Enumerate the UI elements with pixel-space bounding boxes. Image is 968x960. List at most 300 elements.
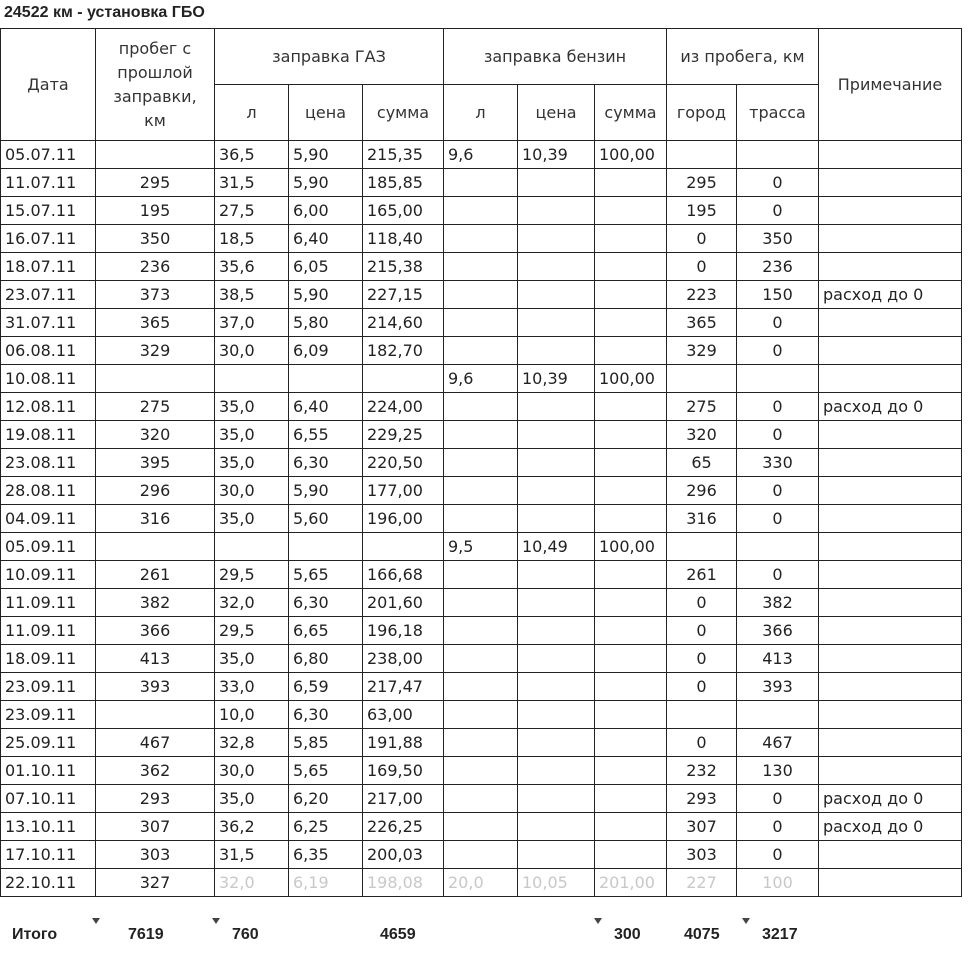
cell-gas-price: 6,80 <box>289 645 363 673</box>
cell-gas-sum: 200,03 <box>363 841 444 869</box>
cell-date: 10.08.11 <box>1 365 96 393</box>
cell-petrol-price <box>518 337 595 365</box>
table-row <box>1 645 962 673</box>
cell-highway: 0 <box>737 421 819 449</box>
cell-city: 0 <box>667 225 737 253</box>
cell-petrol-sum <box>595 757 667 785</box>
cell-gas-price: 6,59 <box>289 673 363 701</box>
cell-gas-sum: 215,38 <box>363 253 444 281</box>
cell-highway: 0 <box>737 309 819 337</box>
cell-petrol-price <box>518 309 595 337</box>
cell-highway: 0 <box>737 841 819 869</box>
cell-city <box>667 365 737 393</box>
table-row <box>1 505 962 533</box>
table-row <box>1 197 962 225</box>
cell-highway: 130 <box>737 757 819 785</box>
cell-gas-sum: 118,40 <box>363 225 444 253</box>
cell-petrol-sum <box>595 225 667 253</box>
cell-mileage: 467 <box>96 729 215 757</box>
cell-gas-price: 5,65 <box>289 561 363 589</box>
cell-marker-icon <box>594 918 602 924</box>
cell-petrol-price <box>518 701 595 729</box>
cell-city: 227 <box>667 869 737 897</box>
cell-gas-liters: 29,5 <box>215 617 289 645</box>
cell-gas-price <box>289 365 363 393</box>
totals-highway: 3217 <box>762 926 798 943</box>
cell-note: расход до 0 <box>819 813 962 841</box>
cell-petrol-sum <box>595 645 667 673</box>
cell-gas-price: 6,19 <box>289 869 363 897</box>
cell-gas-price: 6,35 <box>289 841 363 869</box>
cell-petrol-price <box>518 393 595 421</box>
cell-gas-sum: 196,18 <box>363 617 444 645</box>
cell-petrol-price <box>518 477 595 505</box>
cell-note <box>819 169 962 197</box>
cell-mileage: 413 <box>96 645 215 673</box>
cell-petrol-sum <box>595 253 667 281</box>
cell-date: 10.09.11 <box>1 561 96 589</box>
cell-petrol-sum <box>595 673 667 701</box>
cell-petrol-price: 10,39 <box>518 365 595 393</box>
cell-gas-sum <box>363 533 444 561</box>
cell-note <box>819 225 962 253</box>
cell-city: 0 <box>667 645 737 673</box>
cell-city: 296 <box>667 477 737 505</box>
cell-petrol-sum <box>595 785 667 813</box>
table-row <box>1 169 962 197</box>
cell-petrol-liters <box>444 337 518 365</box>
cell-city: 195 <box>667 197 737 225</box>
cell-date: 16.07.11 <box>1 225 96 253</box>
cell-gas-price: 5,80 <box>289 309 363 337</box>
cell-highway: 150 <box>737 281 819 309</box>
table-row <box>1 757 962 785</box>
cell-date: 07.10.11 <box>1 785 96 813</box>
cell-mileage: 236 <box>96 253 215 281</box>
cell-gas-sum: 238,00 <box>363 645 444 673</box>
cell-date: 23.09.11 <box>1 701 96 729</box>
cell-note <box>819 701 962 729</box>
cell-note <box>819 477 962 505</box>
header-note: Примечание <box>819 29 962 141</box>
header-petrol: заправка бензин <box>444 29 667 85</box>
cell-petrol-price <box>518 785 595 813</box>
cell-note <box>819 421 962 449</box>
cell-date: 23.08.11 <box>1 449 96 477</box>
table-row <box>1 589 962 617</box>
cell-petrol-sum: 201,00 <box>595 869 667 897</box>
cell-date: 11.07.11 <box>1 169 96 197</box>
cell-gas-price: 6,00 <box>289 197 363 225</box>
cell-petrol-liters <box>444 785 518 813</box>
cell-gas-price: 6,65 <box>289 617 363 645</box>
cell-gas-price: 6,40 <box>289 393 363 421</box>
cell-petrol-price <box>518 421 595 449</box>
cell-highway: 0 <box>737 197 819 225</box>
cell-petrol-sum <box>595 617 667 645</box>
cell-petrol-sum <box>595 449 667 477</box>
cell-gas-liters: 30,0 <box>215 337 289 365</box>
cell-petrol-sum <box>595 169 667 197</box>
cell-city: 261 <box>667 561 737 589</box>
cell-city: 303 <box>667 841 737 869</box>
cell-petrol-price <box>518 225 595 253</box>
header-petrol-sum: сумма <box>595 85 667 141</box>
cell-petrol-price <box>518 253 595 281</box>
table-row <box>1 141 962 169</box>
cell-date: 12.08.11 <box>1 393 96 421</box>
cell-gas-sum: 227,15 <box>363 281 444 309</box>
cell-mileage: 366 <box>96 617 215 645</box>
cell-petrol-sum <box>595 505 667 533</box>
cell-mileage: 365 <box>96 309 215 337</box>
cell-petrol-price: 10,39 <box>518 141 595 169</box>
cell-petrol-liters <box>444 253 518 281</box>
cell-gas-price: 6,30 <box>289 589 363 617</box>
table-row <box>1 673 962 701</box>
table-row <box>1 533 962 561</box>
cell-highway: 330 <box>737 449 819 477</box>
cell-gas-sum: 177,00 <box>363 477 444 505</box>
cell-petrol-liters <box>444 589 518 617</box>
cell-city: 295 <box>667 169 737 197</box>
cell-date: 17.10.11 <box>1 841 96 869</box>
cell-gas-price: 5,85 <box>289 729 363 757</box>
totals-gas-sum: 4659 <box>380 926 416 943</box>
table-row <box>1 785 962 813</box>
cell-gas-price: 6,30 <box>289 701 363 729</box>
table-row <box>1 253 962 281</box>
cell-petrol-price <box>518 449 595 477</box>
cell-gas-liters: 32,0 <box>215 869 289 897</box>
cell-date: 15.07.11 <box>1 197 96 225</box>
cell-gas-price: 6,09 <box>289 337 363 365</box>
cell-gas-liters: 10,0 <box>215 701 289 729</box>
table-row <box>1 421 962 449</box>
cell-mileage: 320 <box>96 421 215 449</box>
cell-note <box>819 449 962 477</box>
cell-gas-liters: 35,0 <box>215 785 289 813</box>
cell-gas-liters <box>215 533 289 561</box>
cell-petrol-liters <box>444 729 518 757</box>
cell-petrol-price <box>518 617 595 645</box>
cell-gas-liters: 32,8 <box>215 729 289 757</box>
cell-date: 18.09.11 <box>1 645 96 673</box>
cell-mileage: 373 <box>96 281 215 309</box>
cell-city: 316 <box>667 505 737 533</box>
cell-gas-price: 6,05 <box>289 253 363 281</box>
cell-petrol-liters: 9,6 <box>444 365 518 393</box>
cell-gas-liters: 29,5 <box>215 561 289 589</box>
table-row <box>1 225 962 253</box>
cell-petrol-sum <box>595 813 667 841</box>
cell-gas-liters: 35,0 <box>215 505 289 533</box>
cell-date: 28.08.11 <box>1 477 96 505</box>
cell-date: 13.10.11 <box>1 813 96 841</box>
cell-note <box>819 505 962 533</box>
cell-highway: 0 <box>737 561 819 589</box>
cell-petrol-sum <box>595 561 667 589</box>
cell-petrol-liters: 9,6 <box>444 141 518 169</box>
sheet-title: 24522 км - установка ГБО <box>4 4 205 21</box>
cell-mileage: 316 <box>96 505 215 533</box>
cell-date: 06.08.11 <box>1 337 96 365</box>
cell-highway <box>737 533 819 561</box>
header-gas-price: цена <box>289 85 363 141</box>
cell-petrol-liters <box>444 197 518 225</box>
cell-highway: 236 <box>737 253 819 281</box>
cell-gas-sum <box>363 365 444 393</box>
table-row <box>1 309 962 337</box>
cell-mileage: 296 <box>96 477 215 505</box>
cell-petrol-sum <box>595 589 667 617</box>
cell-gas-sum: 229,25 <box>363 421 444 449</box>
cell-note <box>819 617 962 645</box>
cell-petrol-liters <box>444 477 518 505</box>
cell-petrol-liters <box>444 673 518 701</box>
cell-date: 18.07.11 <box>1 253 96 281</box>
cell-gas-liters: 35,0 <box>215 393 289 421</box>
cell-petrol-sum <box>595 281 667 309</box>
cell-highway <box>737 701 819 729</box>
cell-mileage: 195 <box>96 197 215 225</box>
cell-gas-price: 5,90 <box>289 477 363 505</box>
cell-mileage <box>96 365 215 393</box>
cell-gas-price: 5,65 <box>289 757 363 785</box>
table-row <box>1 869 962 897</box>
cell-gas-sum: 191,88 <box>363 729 444 757</box>
header-petrol-liters: л <box>444 85 518 141</box>
cell-petrol-sum <box>595 337 667 365</box>
cell-petrol-liters <box>444 701 518 729</box>
cell-petrol-liters <box>444 281 518 309</box>
cell-petrol-price <box>518 729 595 757</box>
cell-gas-liters: 35,6 <box>215 253 289 281</box>
cell-petrol-price <box>518 505 595 533</box>
cell-note: расход до 0 <box>819 281 962 309</box>
cell-petrol-sum <box>595 729 667 757</box>
cell-petrol-sum <box>595 701 667 729</box>
cell-petrol-liters <box>444 421 518 449</box>
cell-gas-sum: 182,70 <box>363 337 444 365</box>
cell-gas-sum: 224,00 <box>363 393 444 421</box>
cell-city: 329 <box>667 337 737 365</box>
cell-gas-sum: 201,60 <box>363 589 444 617</box>
cell-city: 0 <box>667 729 737 757</box>
header-from-mileage: из пробега, км <box>667 29 819 85</box>
cell-city <box>667 533 737 561</box>
cell-marker-icon <box>742 918 750 924</box>
cell-gas-price: 6,25 <box>289 813 363 841</box>
cell-gas-sum: 214,60 <box>363 309 444 337</box>
cell-highway: 0 <box>737 337 819 365</box>
header-gas: заправка ГАЗ <box>215 29 444 85</box>
cell-mileage <box>96 141 215 169</box>
table-row <box>1 813 962 841</box>
cell-city: 0 <box>667 589 737 617</box>
cell-petrol-liters <box>444 757 518 785</box>
header-mileage: пробег с прошлой заправки, км <box>96 29 215 141</box>
cell-note <box>819 309 962 337</box>
cell-mileage: 393 <box>96 673 215 701</box>
cell-gas-liters: 36,2 <box>215 813 289 841</box>
cell-mileage: 327 <box>96 869 215 897</box>
cell-highway: 350 <box>737 225 819 253</box>
cell-mileage: 303 <box>96 841 215 869</box>
totals-mileage: 7619 <box>128 926 164 943</box>
cell-gas-sum: 226,25 <box>363 813 444 841</box>
cell-gas-liters: 36,5 <box>215 141 289 169</box>
cell-petrol-price <box>518 281 595 309</box>
cell-date: 05.07.11 <box>1 141 96 169</box>
cell-note <box>819 645 962 673</box>
cell-highway: 0 <box>737 785 819 813</box>
cell-petrol-sum <box>595 421 667 449</box>
cell-gas-liters: 35,0 <box>215 421 289 449</box>
cell-gas-price: 6,40 <box>289 225 363 253</box>
totals-city: 4075 <box>684 926 720 943</box>
cell-gas-price: 5,90 <box>289 141 363 169</box>
cell-gas-price: 5,90 <box>289 169 363 197</box>
cell-petrol-price <box>518 561 595 589</box>
cell-petrol-sum <box>595 393 667 421</box>
cell-note <box>819 141 962 169</box>
cell-city: 320 <box>667 421 737 449</box>
cell-date: 19.08.11 <box>1 421 96 449</box>
cell-mileage: 293 <box>96 785 215 813</box>
cell-petrol-liters <box>444 309 518 337</box>
cell-city: 275 <box>667 393 737 421</box>
cell-highway: 467 <box>737 729 819 757</box>
cell-petrol-liters: 9,5 <box>444 533 518 561</box>
cell-gas-liters: 30,0 <box>215 757 289 785</box>
cell-petrol-liters <box>444 393 518 421</box>
cell-gas-price: 6,20 <box>289 785 363 813</box>
cell-petrol-liters <box>444 449 518 477</box>
cell-petrol-price <box>518 813 595 841</box>
cell-date: 22.10.11 <box>1 869 96 897</box>
cell-date: 11.09.11 <box>1 617 96 645</box>
totals-row <box>0 918 968 952</box>
cell-gas-price: 5,90 <box>289 281 363 309</box>
cell-city: 65 <box>667 449 737 477</box>
cell-gas-liters: 31,5 <box>215 841 289 869</box>
cell-highway: 0 <box>737 813 819 841</box>
cell-city <box>667 701 737 729</box>
cell-petrol-price <box>518 169 595 197</box>
cell-note <box>819 533 962 561</box>
cell-note <box>819 337 962 365</box>
cell-city: 293 <box>667 785 737 813</box>
cell-gas-liters: 35,0 <box>215 645 289 673</box>
cell-petrol-liters <box>444 841 518 869</box>
cell-note <box>819 589 962 617</box>
cell-petrol-liters <box>444 505 518 533</box>
cell-city: 0 <box>667 673 737 701</box>
header-city: город <box>667 85 737 141</box>
cell-mileage: 307 <box>96 813 215 841</box>
cell-note <box>819 757 962 785</box>
cell-note <box>819 561 962 589</box>
cell-note <box>819 729 962 757</box>
totals-petrol-sum: 300 <box>614 926 641 943</box>
cell-note: расход до 0 <box>819 393 962 421</box>
cell-note <box>819 253 962 281</box>
cell-gas-sum: 63,00 <box>363 701 444 729</box>
cell-mileage: 329 <box>96 337 215 365</box>
cell-gas-liters: 37,0 <box>215 309 289 337</box>
cell-date: 11.09.11 <box>1 589 96 617</box>
cell-gas-liters <box>215 365 289 393</box>
cell-marker-icon <box>92 918 100 924</box>
cell-highway: 0 <box>737 477 819 505</box>
cell-mileage: 350 <box>96 225 215 253</box>
cell-date: 05.09.11 <box>1 533 96 561</box>
cell-date: 23.09.11 <box>1 673 96 701</box>
cell-petrol-sum <box>595 309 667 337</box>
header-gas-sum: сумма <box>363 85 444 141</box>
cell-highway: 393 <box>737 673 819 701</box>
cell-petrol-price: 10,05 <box>518 869 595 897</box>
cell-date: 23.07.11 <box>1 281 96 309</box>
cell-petrol-liters <box>444 169 518 197</box>
cell-gas-sum: 196,00 <box>363 505 444 533</box>
cell-note <box>819 841 962 869</box>
table-row <box>1 561 962 589</box>
cell-petrol-sum <box>595 197 667 225</box>
cell-city: 0 <box>667 253 737 281</box>
cell-gas-liters: 38,5 <box>215 281 289 309</box>
table-row <box>1 337 962 365</box>
cell-gas-liters: 18,5 <box>215 225 289 253</box>
table-row <box>1 365 962 393</box>
cell-note <box>819 197 962 225</box>
cell-petrol-sum <box>595 477 667 505</box>
cell-gas-sum: 169,50 <box>363 757 444 785</box>
cell-city: 307 <box>667 813 737 841</box>
cell-petrol-price <box>518 757 595 785</box>
totals-gas-liters: 760 <box>232 926 259 943</box>
cell-date: 04.09.11 <box>1 505 96 533</box>
cell-gas-sum: 217,00 <box>363 785 444 813</box>
cell-gas-liters: 31,5 <box>215 169 289 197</box>
cell-petrol-price <box>518 841 595 869</box>
cell-mileage: 295 <box>96 169 215 197</box>
cell-mileage: 275 <box>96 393 215 421</box>
cell-gas-price: 6,55 <box>289 421 363 449</box>
cell-petrol-liters <box>444 813 518 841</box>
cell-gas-liters: 32,0 <box>215 589 289 617</box>
cell-mileage: 382 <box>96 589 215 617</box>
header-gas-liters: л <box>215 85 289 141</box>
fuel-log-table <box>0 28 962 897</box>
cell-mileage: 261 <box>96 561 215 589</box>
cell-note <box>819 673 962 701</box>
cell-date: 25.09.11 <box>1 729 96 757</box>
table-row <box>1 449 962 477</box>
table-row <box>1 729 962 757</box>
cell-highway: 0 <box>737 393 819 421</box>
cell-petrol-sum <box>595 841 667 869</box>
cell-petrol-price <box>518 197 595 225</box>
cell-petrol-liters <box>444 561 518 589</box>
cell-city: 365 <box>667 309 737 337</box>
cell-petrol-price <box>518 645 595 673</box>
cell-highway: 382 <box>737 589 819 617</box>
cell-highway: 366 <box>737 617 819 645</box>
cell-gas-liters: 30,0 <box>215 477 289 505</box>
cell-mileage <box>96 701 215 729</box>
